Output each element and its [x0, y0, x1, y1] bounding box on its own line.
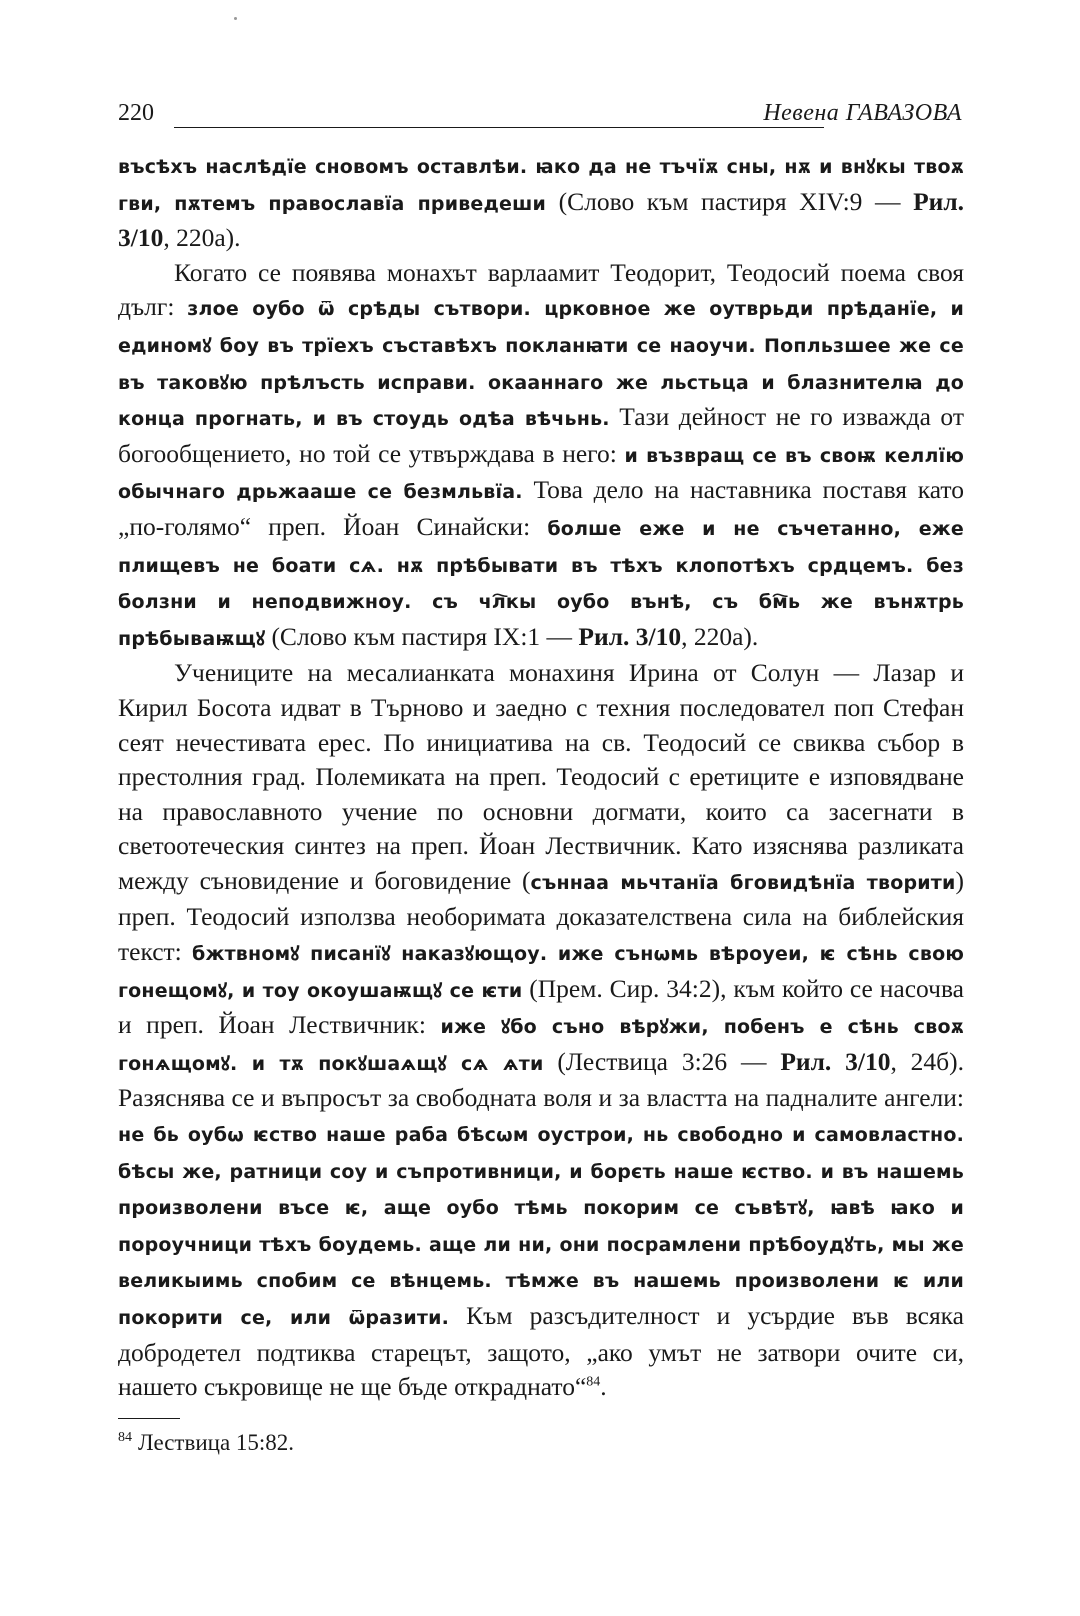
text-run: Към разсъдителност и усърдие във всяка добродетел подтиква старецът, защото, „ако умът не затвори очите си, нашето съкровище не ще бъде откраднато“ [118, 1301, 964, 1402]
text-run: Тази дейност не го изважда от богообщението, но той се утвърждава в него: [118, 402, 964, 468]
text-run: (Слово към пастиря XIV:9 — [546, 186, 914, 216]
church-slavonic-quote: въсѣхъ наслѣдїе сновомъ оставлѣи. ꙗко да не тъчїѫ сны, нѫ и внꙋкы твоѫ гви, пѫтемъ православїа приведеши [118, 156, 964, 215]
running-head: Невена ГАВАЗОВА [763, 100, 962, 126]
text-run: Когато се появява монахът варлаамит Теодорит, Теодосий поема своя дълг: [118, 257, 964, 322]
header-rule [174, 127, 824, 128]
text-run: , 220а). [163, 223, 241, 253]
church-slavonic-quote: болше еже и не съчетанно, еже плищевъ не боати сѧ. нѫ прѣбывати въ тѣхъ клопотѣхъ срдцемъ. без болзни и неподвижноу. съ чл҇кы оубо вънѣ, съ бм҇ь же вънѫтрь прѣбываѭщꙋ [118, 517, 964, 650]
footnote [118, 1430, 294, 1456]
church-slavonic-quote: не бь оубω ѥство наше раба бѣсωм оустрои, нь свободно и самовластно. бѣсы же, ратници соу и съпротивници, и борєть наше ѥство. и въ нашемь произволени въсе ѥ, аще оубо тѣмь покорим се съвѣтꙋ, ꙗвѣ ꙗко и пороучници тѣхъ боудемь. аще ли ни, они посрамлени прѣбоудꙋть, мы же великыимь спобим се вѣнцемь. тѣмже въ нашемь произволени ѥ или покорити се, или ѿразити. [118, 1124, 964, 1329]
church-slavonic-quote: иже ꙋбо съно вѣрꙋжи, побенъ е сѣнь своѫ гонѧщомꙋ. и тѫ покꙋшаѧщꙋ сѧ ѧти [118, 1016, 964, 1075]
church-slavonic-quote: злое оубо ѿ срѣды сътвори. црковное же оутврьди прѣданїе, и единомꙋ боу въ трїехъ съставѣхъ покланꙗти се наоучи. Попльзшее же се въ таковꙋю прѣлъсть исправи. окааннаго же льстьца и блазнителꙗ до конца прогнать, и въ стоудь одѣа вѣчьнь. [118, 298, 964, 431]
text-run: Това дело на наставника поставя като „по-голямо“ преп. Йоан Синайски: [118, 475, 964, 541]
paragraph-1 [118, 148, 964, 256]
main-text [118, 148, 964, 1405]
paragraph-2 [118, 256, 964, 657]
paragraph-3 [118, 656, 964, 1404]
church-slavonic-quote: и възвращ се въ своѭ келлїю обычнаго дрьжааше се безмльвїа. [118, 444, 964, 504]
text-run: (Лествица 3:26 — [543, 1046, 781, 1076]
footnote-number: 84 [118, 1430, 132, 1446]
page-number: 220 [118, 100, 154, 126]
manuscript-ref: Рил. 3/10 [578, 621, 682, 651]
footnote-rule [118, 1418, 180, 1419]
text-run: , 24б). Разяснява се и въпросът за свободната воля и за властта на падналите ангели: [118, 1046, 964, 1113]
text-run: Учениците на месалианката монахиня Ирина от Солун — Лазар и Кирил Босота идват в Търново и заедно с техния последовател поп Стефан сеят нечестивата ерес. По инициатива на св. Теодосий се свиква събор в престолния град. Полемиката на преп. Теодосий с еретиците е изповядване на православното учение по основни догмати, които са засегнати в светоотеческия синтез на преп. Йоан Лествичник. Като изяснява разликата между съновидение и боговидение ( [118, 658, 964, 895]
manuscript-ref: Рил. 3/10 [118, 186, 965, 253]
church-slavonic-quote: бжтвномꙋ писанїꙋ наказꙋющоу. иже сънωмь вѣроуеи, ѥ сѣнь свою гонещомꙋ, и тоу окоушаѭщꙋ се ѥти [118, 943, 964, 1002]
manuscript-ref: Рил. 3/10 [780, 1046, 891, 1076]
church-slavonic-quote: съннаа мьчтанїа бговидѣнїа творити [530, 871, 956, 894]
scan-dot [234, 17, 237, 20]
text-run: , 220а). [681, 621, 759, 651]
footnote-reference[interactable]: 84 [586, 1374, 601, 1390]
text-run: ) преп. Теодосий използва необоримата доказателствена сила на библейския текст: [118, 865, 964, 967]
text-run: . [600, 1372, 607, 1402]
page-header [118, 100, 962, 136]
text-run: (Прем. Сир. 34:2), към който се насочва и преп. Йоан Лествичник: [118, 973, 964, 1040]
footnote-text: Лествица 15:82. [138, 1430, 295, 1455]
text-run: (Слово към пастиря IX:1 — [265, 621, 579, 651]
